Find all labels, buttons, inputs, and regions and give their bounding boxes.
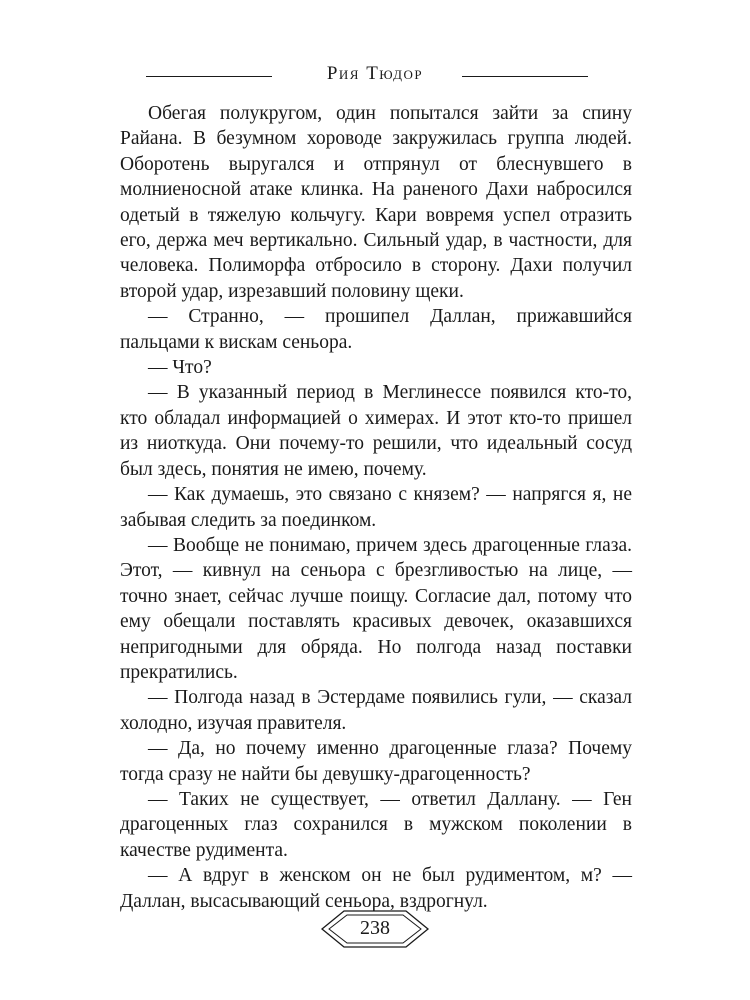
paragraph-7: — Полгода назад в Эстердаме появились гули, — сказал холодно, изучая правителя.: [120, 687, 632, 734]
running-header: [0, 60, 750, 90]
page-number-ornament: [318, 908, 432, 950]
header-author: Рия Тюдор: [326, 63, 424, 84]
paragraph-9: — Таких не существует, — ответил Даллану. — Ген драгоценных глаз сохранился в мужском поколении в качестве рудимента.: [120, 788, 632, 861]
body-text: [120, 101, 632, 914]
paragraph-1: Обегая полукругом, один попытался зайти за спину Райана. В безумном хороводе закружилась группа людей. Оборотень выругался и отпрянул от блеснувшего в молниеносной атаке клинка. На раненого Дахи набросился одетый в тяжелую кольчугу. Кари вовремя успел отразить его, держа меч вертикально. Сильный удар, в частности, для человека. Полиморфа отбросило в сторону. Дахи получил второй удар, изрезавший половину щеки.: [120, 103, 632, 302]
paragraph-4: — В указанный период в Меглинессе появился кто-то, кто обладал информацией о химерах. И этот кто-то пришел из ниоткуда. Они почему-то решили, что идеальный сосуд был здесь, понятия не имею, почему.: [120, 382, 632, 480]
header-rule-right: [462, 76, 588, 77]
page-number: 238: [360, 917, 390, 939]
paragraph-3: — Что?: [148, 357, 212, 379]
paragraph-8: — Да, но почему именно драгоценные глаза? Почему тогда сразу не найти бы девушку-драгоценность?: [120, 738, 632, 785]
paragraph-5: — Как думаешь, это связано с князем? — напрягся я, не забывая следить за поединком.: [120, 484, 632, 531]
paragraph-6: — Вообще не понимаю, причем здесь драгоценные глаза. Этот, — кивнул на сеньора с брезгливостью на лице, — точно знает, сейчас лучше поищу. Согласие дал, потому что ему обещали поставлять красивых девочек, оказавшихся непригодными для обряда. Но полгода назад поставки прекратились.: [120, 534, 632, 683]
paragraph-2: — Странно, — прошипел Даллан, прижавшийся пальцами к вискам сеньора.: [120, 306, 632, 353]
paragraph-10: — А вдруг в женском он не был рудиментом, м? — Даллан, высасывающий сеньора, вздрогнул.: [120, 865, 632, 912]
